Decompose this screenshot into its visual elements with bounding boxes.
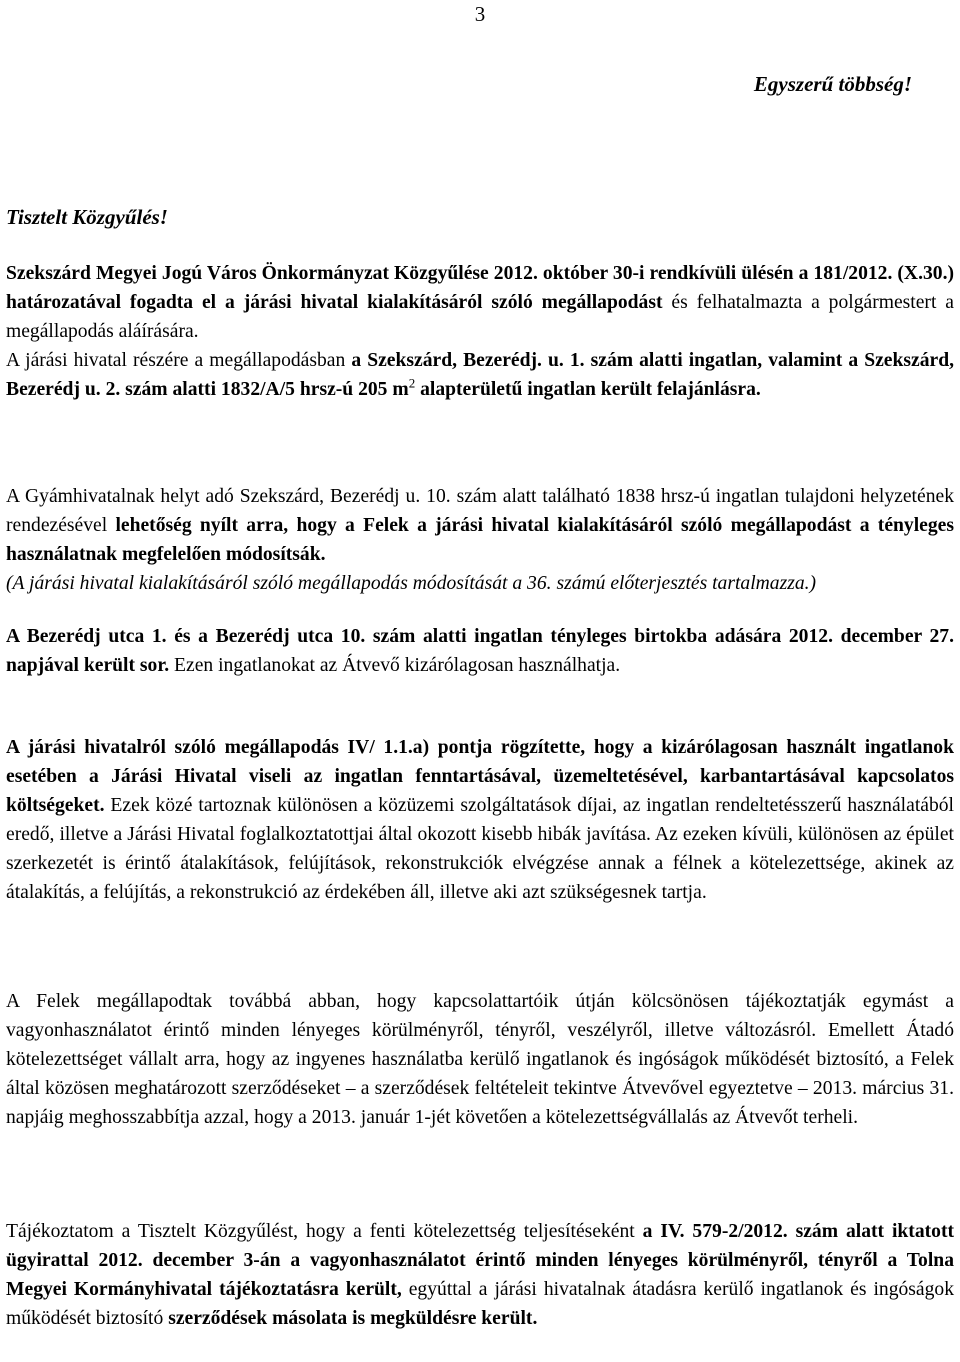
handover-text: Ezen ingatlanokat az Átvevő kizárólagosan használhatja.	[169, 655, 621, 676]
information-bold-text: a IV. 579-2/2012. szám alatt iktatott ügyirattal 2012. december 3-án a vagyonhasználatot érintő minden lényeges körülményről, tényről a Tolna Megyei Kormányhivatal tájékoztatásra került,	[6, 1221, 954, 1300]
paragraph-resolution	[6, 259, 954, 404]
guardianship-bold-text: lehetőség nyílt arra, hogy a Felek a járási hivatal kialakításáról szóló megállapodást a tényleges használatnak megfelelően módosítsák.	[6, 515, 954, 565]
offer-bold-text: a Szekszárd, Bezerédj. u. 1. szám alatti ingatlan, valamint a Szekszárd, Bezerédj u. 2. szám alatti 1832/A/5 hrsz-ú 205 m	[6, 350, 954, 400]
offer-text: A járási hivatal részére a megállapodásban	[6, 350, 352, 371]
information-text: Tájékoztatom a Tisztelt Közgyűlést, hogy a fenti kötelezettség teljesítéseként	[6, 1221, 643, 1242]
paragraph-guardianship-office	[6, 482, 954, 598]
handover-bold-text: A Bezerédj utca 1. és a Bezerédj utca 10. szám alatti ingatlan tényleges birtokba adására 2012. december 27. napjával került sor.	[6, 626, 954, 676]
paragraph-information	[6, 1217, 954, 1333]
paragraph-costs	[6, 733, 954, 907]
costs-bold-text: A járási hivatalról szóló megállapodás IV/ 1.1.a) pontja rögzítette, hogy a kizárólagosan használt ingatlanok esetében a Járási Hivatal viseli az ingatlan fenntartásával, üzemeltetésével, karbantartásával kapcsolatos költségeket.	[6, 737, 954, 816]
page-number: 3	[474, 2, 486, 26]
costs-text: Ezek közé tartoznak különösen a közüzemi szolgáltatások díjai, az ingatlan rendeltetésszerű használatából eredő, illetve a Járási Hivatal foglalkoztatottjai által okozott kisebb hibák javítása. Az ezeken kívüli, különösen az épület szerkezetét is érintő átalakítások, felújítások, rekonstrukciók elvégzése annak a félnek a kötelezettsége, akinek az átalakítás, a felújítás, a rekonstrukció az érdekében áll, illetve aki azt szükségesnek tartja.	[6, 795, 954, 903]
paragraph-agreement: A Felek megállapodtak továbbá abban, hogy kapcsolattartóik útján kölcsönösen tájékoztatják egymást a vagyonhasználatot érintő minden lényeges körülményről, tényről, veszélyről, illetve változásról. Emellett Átadó kötelezettséget vállalt arra, hogy az ingyenes használatba kerülő ingatlanok és ingóságok működését biztosító, a Felek által közösen meghatározott szerződéseket – a szerződések feltételeit tekintve Átvevővel egyeztetve – 2013. március 31. napjáig meghosszabbítja azzal, hogy a 2013. január 1-jét követően a kötelezettségvállalás az Átvevőt terheli.	[6, 991, 954, 1128]
information-text-middle: egyúttal a járási hivatalnak átadásra kerülő ingatlanok és ingóságok működését biztosító	[6, 1279, 954, 1329]
offer-bold-text-end: alapterületű ingatlan került felajánlásra.	[415, 379, 761, 400]
resolution-text: és felhatalmazta a polgármestert a megállapodás aláírására.	[6, 292, 955, 342]
paragraph-handover	[6, 622, 954, 680]
area-unit-superscript: 2	[408, 375, 416, 391]
resolution-bold-text: Szekszárd Megyei Jogú Város Önkormányzat Közgyűlése 2012. október 30-i rendkívüli ülésén a 181/2012. (X.30.) határozatával fogadta el a járási hivatal kialakításáról szóló megállapodást	[6, 263, 954, 313]
guardianship-italic-note: (A járási hivatal kialakításáról szóló megállapodás módosítását a 36. számú előterjesztés tartalmazza.)	[6, 573, 817, 594]
guardianship-text: A Gyámhivatalnak helyt adó Szekszárd, Bezerédj u. 10. szám alatt található 1838 hrsz-ú ingatlan tulajdoni helyzetének rendezésével	[6, 486, 954, 536]
decision-type-heading: Egyszerű többség!	[753, 72, 912, 96]
greeting: Tisztelt Közgyűlés!	[6, 205, 168, 229]
information-bold-text-end: szerződések másolata is megküldésre került.	[168, 1308, 538, 1329]
